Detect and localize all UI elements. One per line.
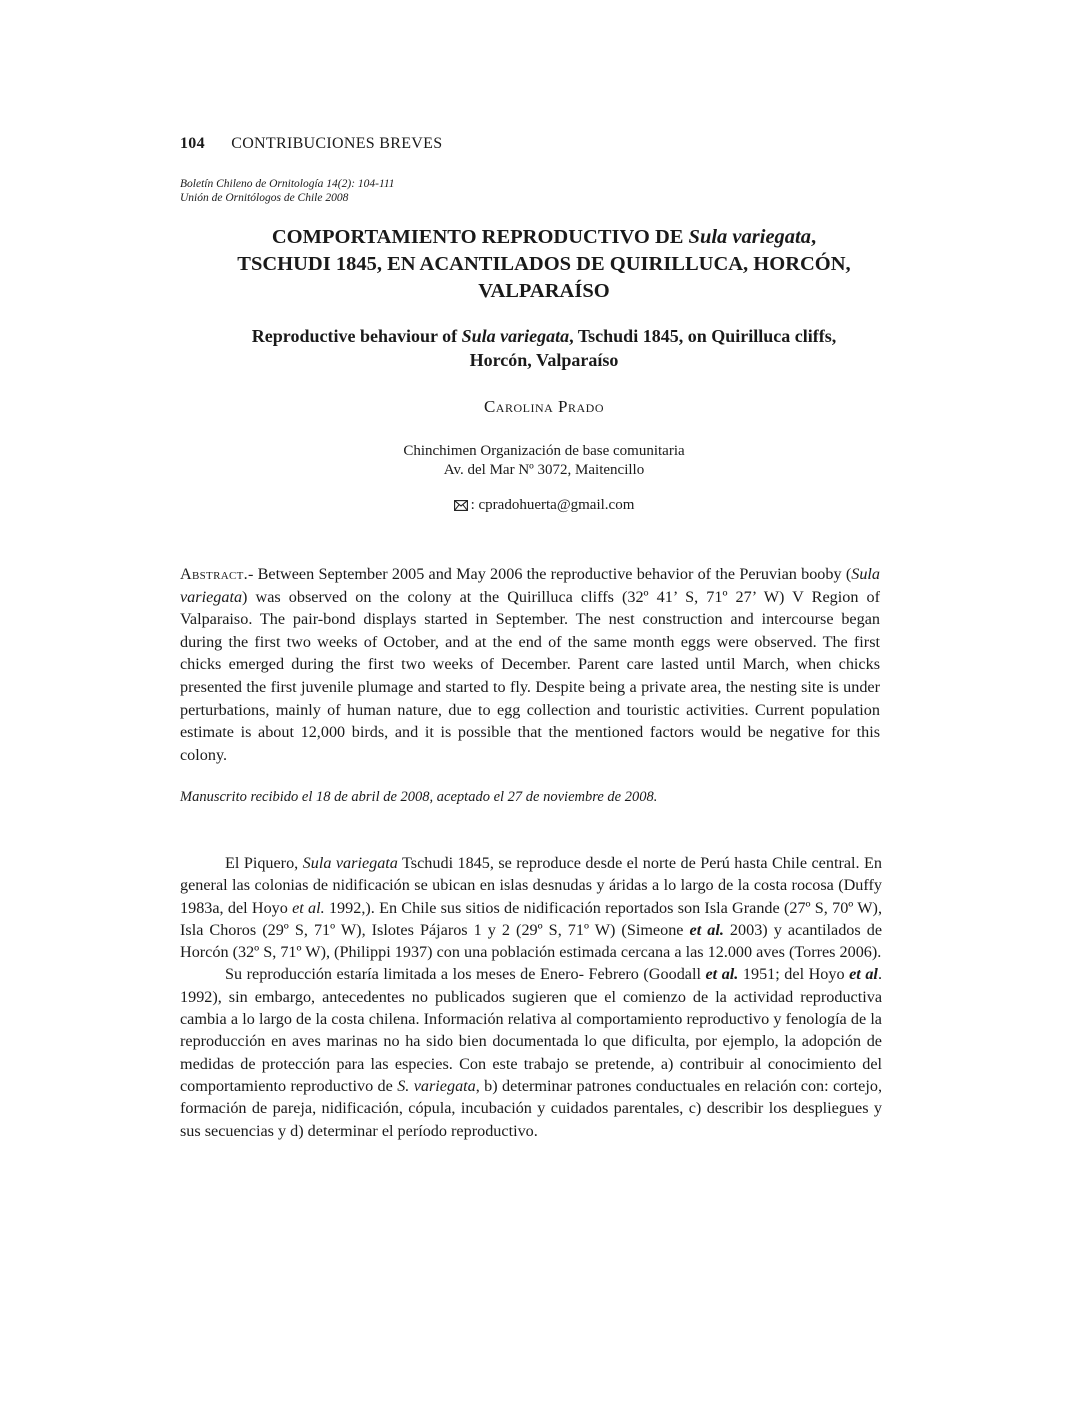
species-name: S. variegata [397,1076,476,1095]
title-en-text: , Tschudi 1845, on Quirilluca cliffs, [569,326,837,346]
et-al: et al. [689,920,724,939]
et-al: et al [849,965,878,984]
page-number: 104 [180,135,205,152]
paragraph-text: El Piquero, [225,854,303,872]
abstract-label: Abstract. [180,565,248,583]
abstract-text: - Between September 2005 and May 2006 the reproductive behavior of the Peruvian booby ( [247,565,852,583]
author-name: Carolina Prado [483,397,605,416]
title-es-text: COMPORTAMIENTO REPRODUCTIVO DE [271,226,689,248]
journal-citation-line: Boletín Chileno de Ornitología 14(2): 104-111 [180,178,395,190]
title-es-line-1 [180,224,908,251]
affiliation-address: Av. del Mar Nº 3072, Maitencillo [443,462,645,478]
running-header [180,135,900,153]
paragraph-text: 1992,). En Chile sus sitios de nidificación reportados son Isla Grande (27º S, 70º W), Isla Choros (29º S, 71º W), Islotes Pájaros 1 y 2 (29º S, 71º W) (Simeone [180,898,882,939]
section-title: CONTRIBUCIONES BREVES [231,135,443,152]
title-en-line-1 [180,324,908,348]
species-name: Sula variegata [302,854,398,872]
manuscript-dates: Manuscrito recibido el 18 de abril de 2008, aceptado el 27 de noviembre de 2008. [180,789,658,805]
author-email [180,497,908,516]
et-al: et al. [705,965,739,984]
paragraph-text: 1951; del Hoyo [738,965,850,984]
paragraph-text: Su reproducción estaría limitada a los meses de Enero- Febrero (Goodall [225,965,706,984]
title-es-line-3: VALPARAÍSO [478,280,610,302]
title-en-text: Reproductive behaviour of [251,326,462,346]
article-title-spanish [180,224,908,305]
affiliation-organization: Chinchimen Organización de base comunitaria [403,443,685,459]
paragraph [180,852,882,963]
body-text [180,852,882,1142]
author-affiliation [180,442,908,480]
article-title-english [180,324,908,372]
title-en-line-2: Horcón, Valparaíso [469,350,619,370]
abstract-text: ) was observed on the colony at the Quirilluca cliffs (32º 41’ S, 71º 27’ W) V Region of Valparaiso. The pair-bond displays started in September. The nest construction and intercourse began during the first two weeks of October, and at the end of the same month eggs were observed. The first chicks emerged during the first two weeks of December. Parent care lasted until March, when chicks presented the first juvenile plumage and started to fly. Despite being a private area, the nesting site is under perturbations, mainly of human nature, due to egg collection and touristic activities. Current population estimate is about 12,000 birds, and it is possible that the mentioned factors would be negative for this colony. [180,587,880,764]
paragraph-text: . 1992), sin embargo, antecedentes no publicados sugieren que el comienzo de la actividad reproductiva cambia a lo largo de la costa chilena. Información relativa al comportamiento reproductivo y fenología de la reproducción en aves marinas no ha sido bien documentada lo que dificulta, por ejemplo, la adopción de medidas de protección para las especies. Con este trabajo se pretende, a) contribuir al conocimiento del comportamiento reproductivo de [180,965,882,1095]
abstract [180,563,880,766]
abstract-species: Sula variegata [180,565,880,606]
paragraph [180,963,882,1141]
title-es-line-2: TSCHUDI 1845, EN ACANTILADOS DE QUIRILLUCA, HORCÓN, [237,253,851,275]
title-es-text: , [811,226,817,248]
journal-citation [180,177,900,205]
journal-publisher-line: Unión de Ornitólogos de Chile 2008 [180,192,349,204]
title-en-species: Sula variegata [461,326,570,346]
paragraph-text: Tschudi 1845, se reproduce desde el norte de Perú hasta Chile central. En general las colonias de nidificación se ubican en islas desnudas y áridas a lo largo de la costa rocosa (Duffy 1983a, del Hoyo [180,854,882,917]
title-es-species: Sula variegata [688,226,811,248]
paragraph-text: , b) determinar patrones conductuales en relación con: cortejo, formación de pareja, nidificación, cópula, incubación y cuidados parentales, c) describir los despliegues y sus secuencias y d) determinar el período reproductivo. [180,1076,883,1140]
paragraph-text: 2003) y acantilados de Horcón (32º S, 71º W), (Philippi 1937) con una población estimada cercana a las 12.000 aves (Torres 2006). [180,920,882,962]
email-address[interactable]: : cpradohuerta@gmail.com [470,497,635,513]
envelope-icon [454,499,468,516]
et-al: et al. [292,898,325,917]
